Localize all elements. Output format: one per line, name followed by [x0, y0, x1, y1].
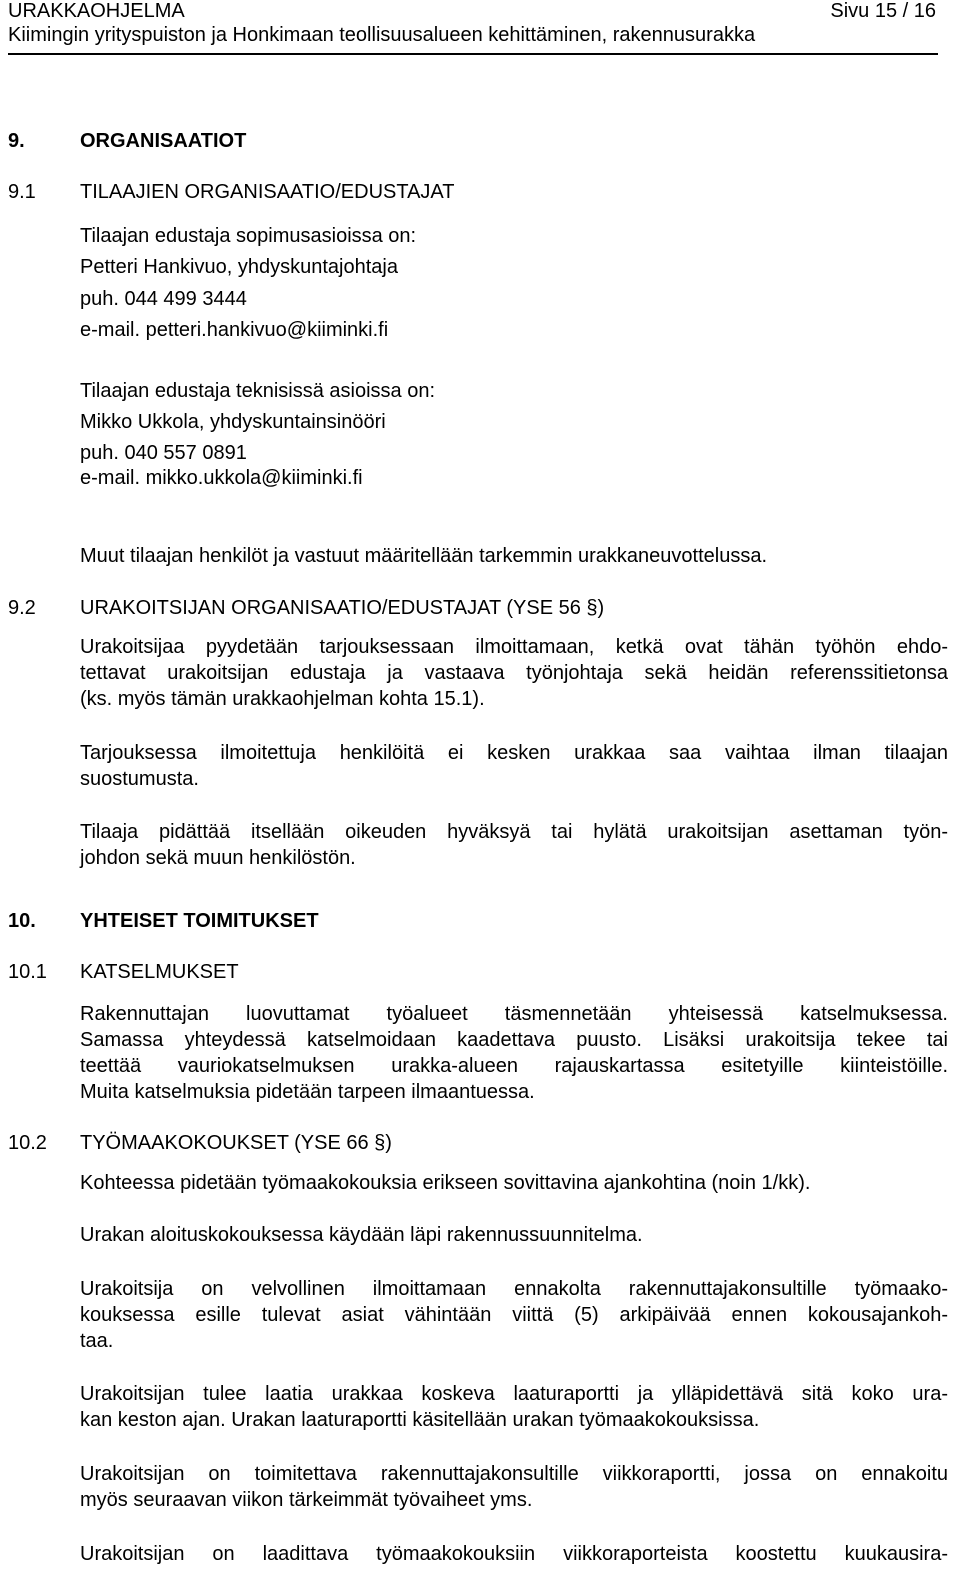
contact-1-intro: Tilaajan edustaja sopimusasioissa on:	[80, 225, 417, 247]
contact-1-email: e-mail. petteri.hankivuo@kiiminki.fi	[80, 319, 389, 341]
section-10-title: YHTEISET TOIMITUKSET	[80, 910, 319, 932]
section-9-number: 9.	[8, 130, 25, 152]
section-10-2-paragraph-2: Urakan aloituskokouksessa käydään läpi rakennussuunnitelma.	[80, 1224, 643, 1246]
section-10-2-paragraph-4: Urakoitsijan tulee laatia urakkaa koskeva laaturaportti ja ylläpidettävä sitä koko ura- kan keston ajan. Urakan laaturaportti käsitellään urakan työmaakokouksissa.	[80, 1383, 948, 1431]
section-10-2-paragraph-6: Urakoitsijan on laadittava työmaakokouksiin viikkoraporteista koostettu kuukausira-	[80, 1543, 948, 1565]
section-9-1-title: TILAAJIEN ORGANISAATIO/EDUSTAJAT	[80, 181, 455, 203]
section-9-2-title: URAKOITSIJAN ORGANISAATIO/EDUSTAJAT (YSE 56 §)	[80, 597, 605, 619]
contact-2-email: e-mail. mikko.ukkola@kiiminki.fi	[80, 467, 363, 489]
page-number: Sivu 15 / 16	[830, 0, 936, 22]
contact-2-phone: puh. 040 557 0891	[80, 442, 247, 464]
contact-1-phone: puh. 044 499 3444	[80, 288, 247, 310]
contact-2-intro: Tilaajan edustaja teknisissä asioissa on:	[80, 380, 436, 402]
section-10-1-title: KATSELMUKSET	[80, 961, 239, 983]
section-9-2-paragraph-3: Tilaaja pidättää itsellään oikeuden hyväksyä tai hylätä urakoitsijan asettaman työn- johdon sekä muun henkilöstön.	[80, 821, 948, 869]
section-10-2-number: 10.2	[8, 1132, 47, 1154]
section-9-1-note: Muut tilaajan henkilöt ja vastuut määritellään tarkemmin urakkaneuvottelussa.	[80, 545, 768, 567]
section-10-1-paragraph-1: Rakennuttajan luovuttamat työalueet täsmennetään yhteisessä katselmuksessa. Samassa yhteydessä katselmoidaan kaadettava puusto. Lisäksi urakoitsija tekee tai teettää vauriokatselmuksen urakka-alueen rajauskartassa esitetyille kiinteistöille. Muita katselmuksia pidetään tarpeen ilmaantuessa.	[80, 1003, 948, 1103]
section-9-1-number: 9.1	[8, 181, 36, 203]
section-10-number: 10.	[8, 910, 36, 932]
section-9-2-paragraph-1: Urakoitsijaa pyydetään tarjouksessaan ilmoittamaan, ketkä ovat tähän työhön ehdo- tettavat urakoitsijan edustaja ja vastaava työnjohtaja sekä heidän referenssitietonsa (ks. myös tämän urakkaohjelman kohta 15.1).	[80, 636, 948, 710]
document-header-title: URAKKAOHJELMA	[8, 0, 185, 22]
header-rule	[8, 53, 938, 55]
contact-2-name: Mikko Ukkola, yhdyskuntainsinööri	[80, 411, 386, 433]
contact-1-name: Petteri Hankivuo, yhdyskuntajohtaja	[80, 256, 398, 278]
section-9-2-number: 9.2	[8, 597, 36, 619]
section-9-2-paragraph-2: Tarjouksessa ilmoitettuja henkilöitä ei kesken urakkaa saa vaihtaa ilman tilaajan suostumusta.	[80, 742, 948, 790]
section-10-2-title: TYÖMAAKOKOUKSET (YSE 66 §)	[80, 1132, 392, 1154]
section-10-1-number: 10.1	[8, 961, 47, 983]
section-10-2-paragraph-3: Urakoitsija on velvollinen ilmoittamaan ennakolta rakennuttajakonsultille työmaako- kouksessa esille tulevat asiat vähintään viittä (5) arkipäivää ennen kokousajankoh- taa.	[80, 1278, 948, 1352]
section-10-2-paragraph-5: Urakoitsijan on toimitettava rakennuttajakonsultille viikkoraportti, jossa on ennakoitu myös seuraavan viikon tärkeimmät työvaiheet yms.	[80, 1463, 948, 1511]
document-header-subtitle: Kiimingin yrityspuiston ja Honkimaan teollisuusalueen kehittäminen, rakennusurakka	[8, 24, 756, 46]
section-9-title: ORGANISAATIOT	[80, 130, 247, 152]
section-10-2-paragraph-1: Kohteessa pidetään työmaakokouksia erikseen sovittavina ajankohtina (noin 1/kk).	[80, 1172, 811, 1194]
